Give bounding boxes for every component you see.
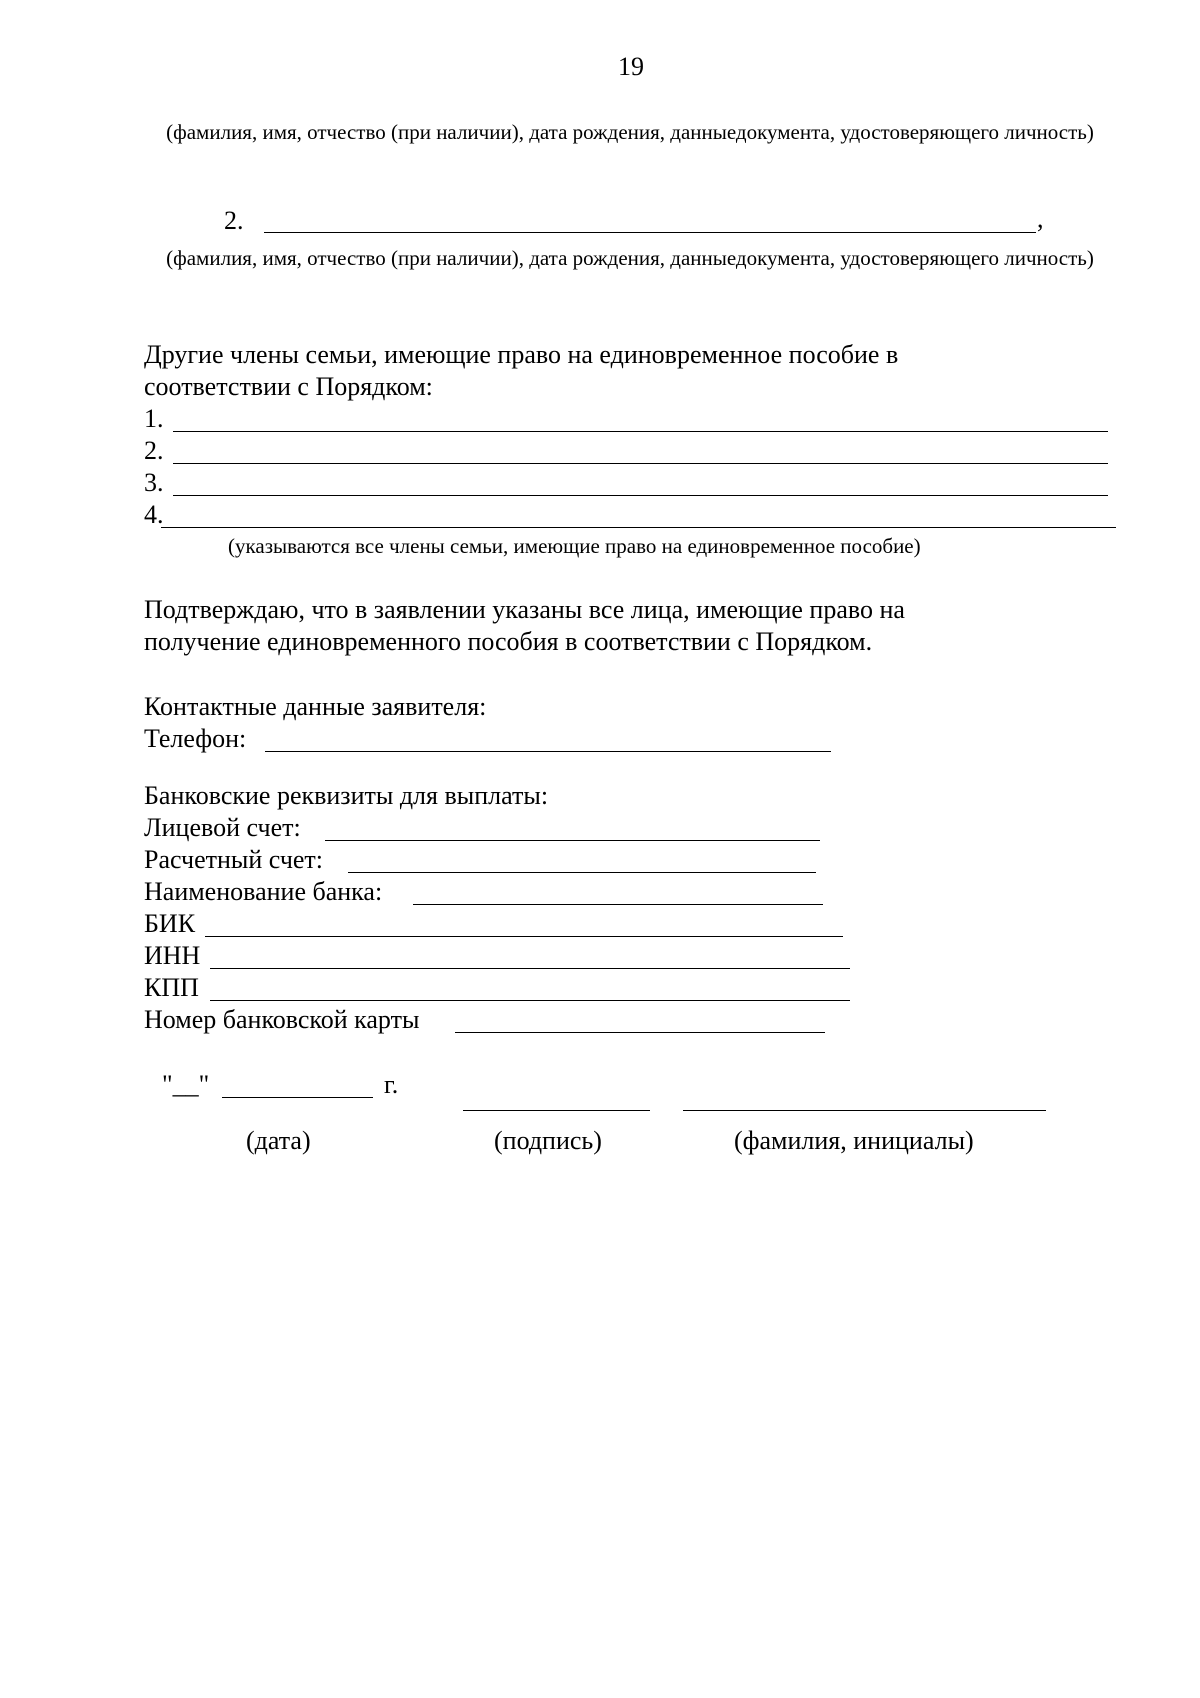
family-intro-line1: Другие члены семьи, имеющие право на единовременное пособие в [144, 340, 899, 369]
signature-caption: (подпись) [494, 1126, 602, 1155]
bank-name-label: Наименование банка: [144, 877, 383, 906]
name-initials-input-line[interactable] [683, 1110, 1046, 1111]
inn-label: ИНН [144, 941, 201, 970]
bik-input-line[interactable] [205, 936, 843, 937]
date-day-field[interactable]: "__" [162, 1070, 210, 1099]
confirmation-line1: Подтверждаю, что в заявлении указаны все лица, имеющие право на [144, 595, 905, 624]
settlement-account-label: Расчетный счет: [144, 845, 324, 874]
person-note-1: (фамилия, имя, отчество (при наличии), дата рождения, данныедокумента, удостоверяющего личность) [166, 120, 1094, 144]
contacts-title: Контактные данные заявителя: [144, 692, 487, 721]
name-initials-caption: (фамилия, инициалы) [734, 1126, 974, 1155]
bank-title: Банковские реквизиты для выплаты: [144, 781, 549, 810]
person-note-2: (фамилия, имя, отчество (при наличии), дата рождения, данныедокумента, удостоверяющего личность) [166, 246, 1094, 270]
phone-label: Телефон: [144, 724, 247, 753]
bik-label: БИК [144, 909, 196, 938]
confirmation-line2: получение единовременного пособия в соответствии с Порядком. [144, 627, 873, 656]
year-suffix: г. [384, 1070, 399, 1099]
signature-input-line[interactable] [463, 1110, 650, 1111]
family-item-3-number: 3. [144, 468, 164, 497]
bank-name-input-line[interactable] [413, 904, 823, 905]
family-intro-line2: соответствии с Порядком: [144, 372, 433, 401]
account-input-line[interactable] [325, 840, 820, 841]
child-2-input-line[interactable] [264, 232, 1036, 233]
family-item-1-line[interactable] [173, 431, 1108, 432]
account-label: Лицевой счет: [144, 813, 301, 842]
family-item-3-line[interactable] [173, 495, 1108, 496]
settlement-account-input-line[interactable] [348, 872, 816, 873]
card-number-label: Номер банковской карты [144, 1005, 420, 1034]
child-2-comma: , [1037, 204, 1044, 233]
family-item-2-line[interactable] [173, 463, 1108, 464]
family-item-4-number: 4. [144, 500, 164, 529]
family-item-1-number: 1. [144, 404, 164, 433]
kpp-label: КПП [144, 973, 199, 1002]
date-month-input-line[interactable] [222, 1097, 373, 1098]
card-number-input-line[interactable] [455, 1032, 825, 1033]
page-number: 19 [618, 52, 644, 81]
date-caption: (дата) [246, 1126, 311, 1155]
child-2-number: 2. [224, 206, 244, 235]
family-item-4-line[interactable] [161, 527, 1116, 528]
family-item-2-number: 2. [144, 436, 164, 465]
inn-input-line[interactable] [210, 968, 850, 969]
kpp-input-line[interactable] [210, 1000, 850, 1001]
phone-input-line[interactable] [265, 751, 831, 752]
family-note: (указываются все члены семьи, имеющие право на единовременное пособие) [228, 534, 921, 558]
